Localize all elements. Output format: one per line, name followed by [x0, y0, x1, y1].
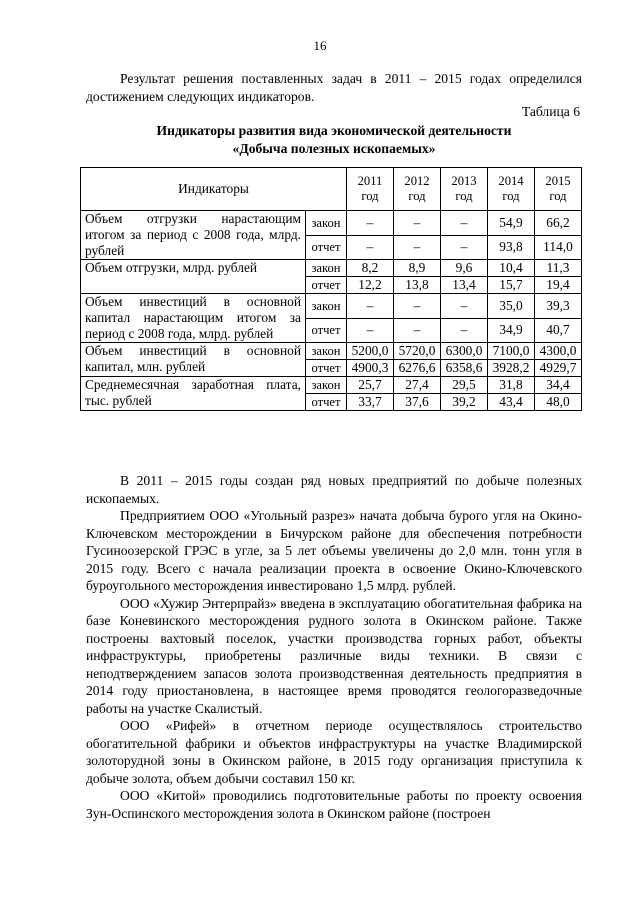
value-cell: 4300,0 [535, 343, 582, 360]
body-paragraph: В 2011 – 2015 годы создан ряд новых предприятий по добыче полезных ископаемых. [86, 473, 582, 506]
header-year: 2015 год [535, 168, 582, 211]
value-cell: 43,4 [488, 394, 535, 411]
row-type: отчет [306, 318, 347, 343]
table-body [81, 211, 582, 411]
value-cell: – [347, 318, 394, 343]
table-row [81, 343, 582, 360]
header-year: 2011 год [347, 168, 394, 211]
table-row [81, 260, 582, 277]
row-type: отчет [306, 394, 347, 411]
indicator-name: Объем инвестиций в основной капитал нарастающим итогом за период с 2008 года, млрд. рублей [81, 294, 306, 343]
value-cell: 27,4 [394, 377, 441, 394]
intro-text [86, 70, 582, 105]
value-cell: 4929,7 [535, 360, 582, 377]
body-text [86, 472, 582, 822]
indicator-name: Среднемесячная заработная плата, тыс. рублей [81, 377, 306, 411]
table-header-row [81, 168, 582, 211]
table-title-line-2: «Добыча полезных ископаемых» [232, 141, 436, 156]
value-cell: 29,5 [441, 377, 488, 394]
value-cell: 48,0 [535, 394, 582, 411]
table-title [86, 122, 582, 158]
value-cell: 13,8 [394, 277, 441, 294]
row-type: отчет [306, 277, 347, 294]
value-cell: 6300,0 [441, 343, 488, 360]
value-cell: 12,2 [347, 277, 394, 294]
page-number: 16 [313, 38, 327, 53]
value-cell: – [441, 235, 488, 260]
value-cell: 11,3 [535, 260, 582, 277]
header-indicators: Индикаторы [81, 168, 347, 211]
value-cell: 6276,6 [394, 360, 441, 377]
value-cell: 25,7 [347, 377, 394, 394]
value-cell: 31,8 [488, 377, 535, 394]
value-cell: 33,7 [347, 394, 394, 411]
row-type: закон [306, 260, 347, 277]
value-cell: – [347, 294, 394, 319]
value-cell: 40,7 [535, 318, 582, 343]
indicator-name: Объем отгрузки, млрд. рублей [81, 260, 306, 294]
value-cell: 34,9 [488, 318, 535, 343]
row-type: закон [306, 294, 347, 319]
value-cell: – [347, 235, 394, 260]
value-cell: 37,6 [394, 394, 441, 411]
value-cell: – [441, 211, 488, 236]
value-cell: 66,2 [535, 211, 582, 236]
indicator-name: Объем отгрузки нарастающим итогом за период с 2008 года, млрд. рублей [81, 211, 306, 260]
value-cell: 7100,0 [488, 343, 535, 360]
body-paragraph: ООО «Рифей» в отчетном периоде осуществлялось строительство обогатительной фабрики и объектов инфраструктуры на участке Владимирской золоторудной зоны в Окинском районе, в 2015 году организация приступила к добыче золота, объем добычи составил 150 кг. [86, 718, 582, 786]
table-row [81, 211, 582, 236]
value-cell: 5720,0 [394, 343, 441, 360]
row-type: закон [306, 377, 347, 394]
indicator-name: Объем инвестиций в основной капитал, млн. рублей [81, 343, 306, 377]
table-row [81, 294, 582, 319]
value-cell: – [441, 318, 488, 343]
indicators-table [80, 167, 582, 411]
header-year: 2012 год [394, 168, 441, 211]
value-cell: 35,0 [488, 294, 535, 319]
value-cell: 6358,6 [441, 360, 488, 377]
value-cell: – [394, 294, 441, 319]
body-paragraph: ООО «Хужир Энтерпрайз» введена в эксплуатацию обогатительная фабрика на базе Коневинского месторождения рудного золота в Окинском районе. Также построены вахтовый поселок, участки производства горных работ, объекты инфраструктуры, приобретены различные виды техники. В связи с неподтверждением запасов золота производственная деятельность предприятия в 2014 году приостановлена, в настоящее время проводятся геологоразведочные работы на участке Скалистый. [86, 595, 582, 716]
value-cell: 10,4 [488, 260, 535, 277]
row-type: закон [306, 343, 347, 360]
header-year: 2014 год [488, 168, 535, 211]
value-cell: – [394, 235, 441, 260]
value-cell: – [347, 211, 394, 236]
value-cell: – [394, 211, 441, 236]
value-cell: 3928,2 [488, 360, 535, 377]
intro-paragraph: Результат решения поставленных задач в 2011 – 2015 годах определился достижением следующих индикаторов. [86, 71, 582, 104]
row-type: закон [306, 211, 347, 236]
value-cell: 15,7 [488, 277, 535, 294]
row-type: отчет [306, 360, 347, 377]
row-type: отчет [306, 235, 347, 260]
table-row [81, 377, 582, 394]
value-cell: 93,8 [488, 235, 535, 260]
value-cell: 39,3 [535, 294, 582, 319]
value-cell: 19,4 [535, 277, 582, 294]
value-cell: 9,6 [441, 260, 488, 277]
value-cell: 4900,3 [347, 360, 394, 377]
table-label: Таблица 6 [521, 104, 580, 119]
value-cell: 8,9 [394, 260, 441, 277]
value-cell: 39,2 [441, 394, 488, 411]
value-cell: – [441, 294, 488, 319]
value-cell: 114,0 [535, 235, 582, 260]
value-cell: 8,2 [347, 260, 394, 277]
body-paragraph: Предприятием ООО «Угольный разрез» начата добыча бурого угля на Окино-Ключевском месторождении в Бичурском районе для обеспечения потребности Гусиноозерской ГРЭС в угле, за 5 лет объемы увеличены до 2,0 млн. тонн угля в 2015 году. Всего с начала реализации проекта в освоение Окино-Ключевского буроугольного месторождения инвестировано 1,5 млрд. рублей. [86, 508, 582, 593]
value-cell: 5200,0 [347, 343, 394, 360]
table-title-line-1: Индикаторы развития вида экономической деятельности [156, 123, 512, 138]
header-year: 2013 год [441, 168, 488, 211]
value-cell: 13,4 [441, 277, 488, 294]
value-cell: 34,4 [535, 377, 582, 394]
value-cell: – [394, 318, 441, 343]
value-cell: 54,9 [488, 211, 535, 236]
body-paragraph: ООО «Китой» проводились подготовительные работы по проекту освоения Зун-Оспинского месторождения золота в Окинском районе (построен [86, 788, 582, 821]
